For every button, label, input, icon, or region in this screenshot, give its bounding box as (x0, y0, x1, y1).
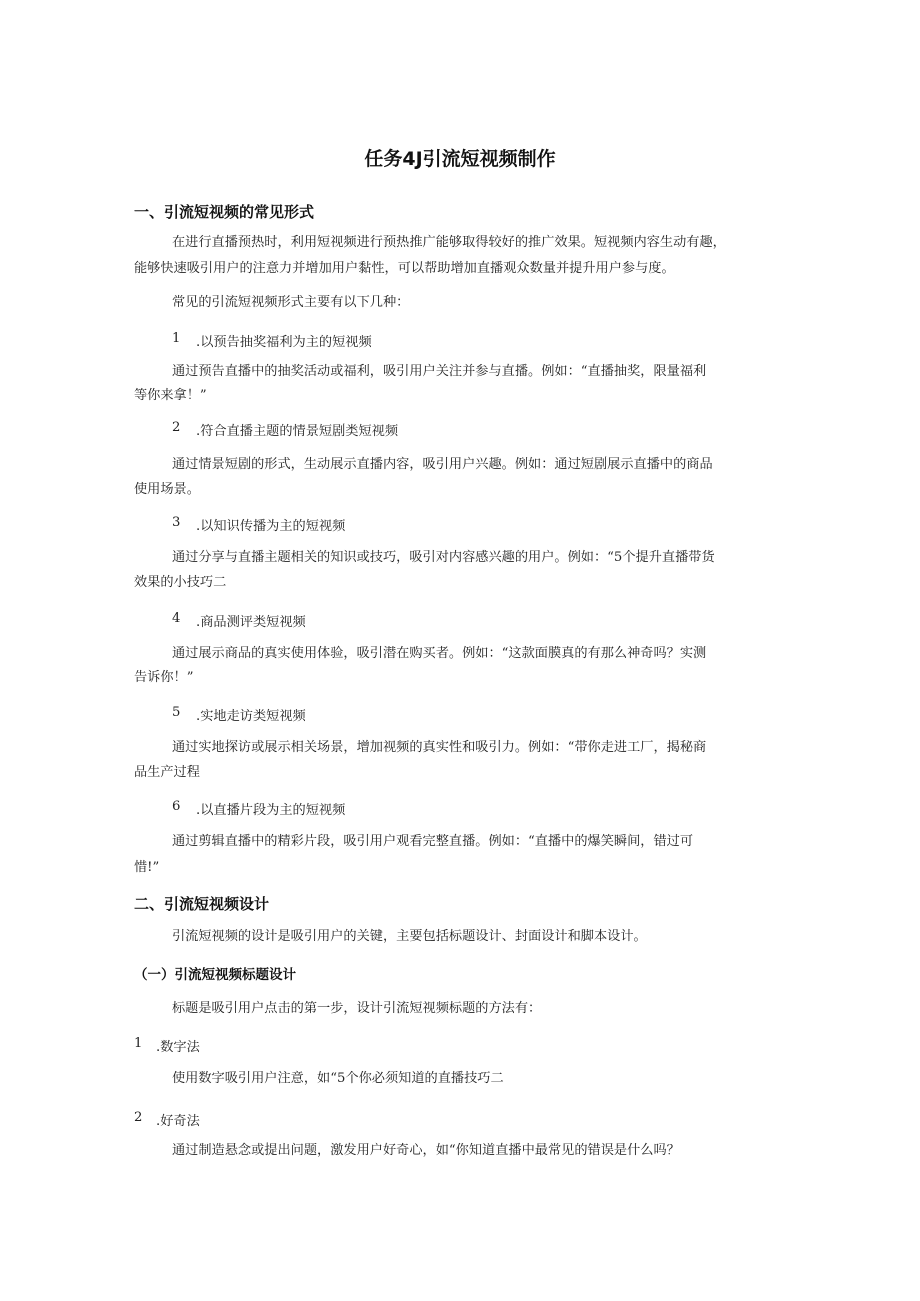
item-desc-line2: 使用场景。 (134, 482, 200, 497)
method-title: .好奇法 (156, 1114, 200, 1129)
section1-intro-line1: 在进行直播预热时，利用短视频进行预热推广能够取得较好的推广效果。短视频内容生动有趣， (172, 235, 726, 250)
method-desc: 通过制造悬念或提出问题，激发用户好奇心，如“你知道直播中最常见的错误是什么吗？ (172, 1143, 680, 1158)
item-number: 1 (172, 331, 181, 346)
item-desc-line2: 惜!” (134, 860, 160, 875)
item-number: 6 (172, 799, 181, 814)
item-title: .以直播片段为主的短视频 (196, 803, 346, 818)
item-desc-line2: 等你来拿！” (134, 388, 207, 403)
method-number: 1 (134, 1036, 143, 1051)
item-number: 3 (172, 515, 181, 530)
item-number: 4 (172, 611, 181, 626)
section-heading-2: 二、引流短视频设计 (134, 895, 270, 913)
section1-lead: 常见的引流短视频形式主要有以下几种： (172, 295, 410, 310)
section-heading-1: 一、引流短视频的常见形式 (134, 203, 315, 221)
subsection-heading: （一）引流短视频标题设计 (134, 967, 296, 983)
item-desc-line1: 通过展示商品的真实使用体验，吸引潜在购买者。例如：“这款面膜真的有那么神奇吗？实测 (172, 646, 707, 661)
section2-intro: 引流短视频的设计是吸引用户的关键，主要包括标题设计、封面设计和脚本设计。 (172, 929, 647, 944)
item-desc-line1: 通过剪辑直播中的精彩片段，吸引用户观看完整直播。例如：“直播中的爆笑瞬间，错过可 (172, 834, 694, 849)
item-title: .实地走访类短视频 (196, 709, 306, 724)
item-desc-line1: 通过预告直播中的抽奖活动或福利，吸引用户关注并参与直播。例如：“直播抽奖，限量福利 (172, 364, 707, 379)
item-number: 5 (172, 705, 181, 720)
item-desc-line2: 品生产过程 (134, 765, 200, 780)
subsection-intro: 标题是吸引用户点击的第一步，设计引流短视频标题的方法有： (172, 1001, 542, 1016)
item-title: .以预告抽奖福利为主的短视频 (196, 335, 372, 350)
method-title: .数字法 (156, 1040, 200, 1055)
item-desc-line2: 效果的小技巧二 (134, 575, 227, 590)
document-title: 任务4J引流短视频制作 (364, 148, 556, 170)
item-desc-line2: 告诉你！” (134, 670, 194, 685)
item-title: .符合直播主题的情景短剧类短视频 (196, 424, 399, 439)
section1-intro-line2: 能够快速吸引用户的注意力并增加用户黏性，可以帮助增加直播观众数量并提升用户参与度。 (134, 261, 675, 276)
item-title: .以知识传播为主的短视频 (196, 519, 346, 534)
item-desc-line1: 通过实地探访或展示相关场景，增加视频的真实性和吸引力。例如：“带你走进工厂，揭秘商 (172, 740, 707, 755)
method-desc: 使用数字吸引用户注意，如“5个你必须知道的直播技巧二 (172, 1071, 504, 1086)
item-desc-line1: 通过情景短剧的形式，生动展示直播内容，吸引用户兴趣。例如：通过短剧展示直播中的商品 (172, 457, 713, 472)
item-title: .商品测评类短视频 (196, 615, 306, 630)
item-desc-line1: 通过分享与直播主题相关的知识或技巧，吸引对内容感兴趣的用户。例如：“5个提升直播带货 (172, 550, 715, 565)
item-number: 2 (172, 420, 181, 435)
method-number: 2 (134, 1110, 143, 1125)
